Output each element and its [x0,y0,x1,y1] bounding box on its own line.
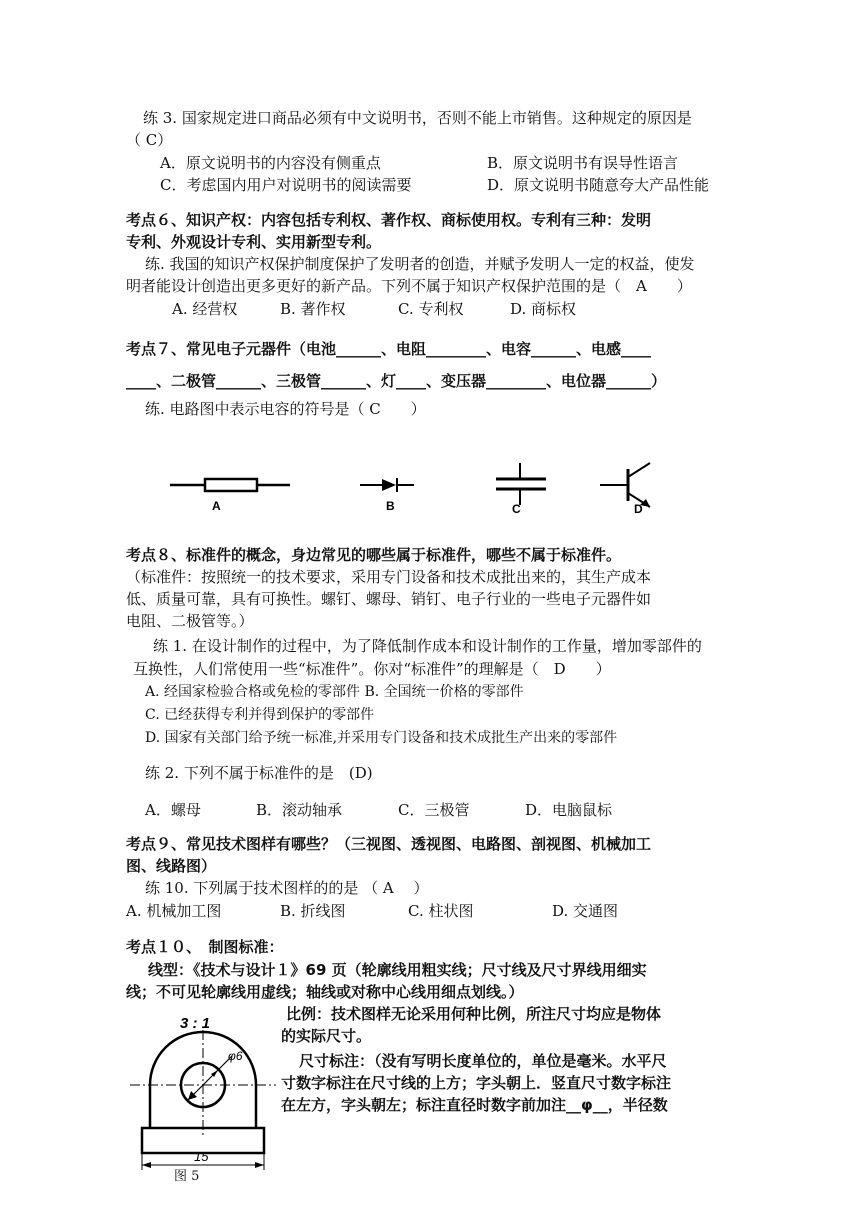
figure-width-label: 15 [194,1149,209,1164]
capacitor-symbol-icon [496,463,546,505]
k9-option-d: D. 交通图 [552,902,619,920]
k9-option-b: B. 折线图 [280,902,346,920]
k6-question-line2: 明者能设计创造出更多更好的新产品。下列不属于知识产权保护范围的是（ A ） [126,277,692,295]
k9-line1: 考点９、常见技术图样有哪些？（三视图、透视图、电路图、剖视图、机械加工 [126,835,652,853]
k8-q1-options-ab: A. 经国家检验合格或免检的零部件 B. 全国统一价格的零部件 [145,684,524,700]
k10-title: 考点１０、 制图标准： [126,938,284,956]
transistor-symbol-icon [600,463,650,507]
q3-stem-line1: 练 3. 国家规定进口商品必须有中文说明书，否则不能上市销售。这种规定的原因是 [143,109,692,127]
k8-definition-line1: （标准件：按照统一的技术要求，采用专门设备和技术成批出来的，其生产成本 [126,568,652,586]
k8-definition-line2: 低、质量可靠，具有可换性。螺钉、螺母、销钉、电子行业的一些电子元器件如 [126,590,652,608]
k8-q2-option-b: B．滚动轴承 [256,801,343,819]
k7-line1: 考点７、常见电子元器件（电池______、电阻________、电容______、电感____ [126,340,652,358]
dimension-drawing-figure [128,1010,278,1185]
k7-question: 练. 电路图中表示电容的符号是（ C ） [145,400,426,418]
symbol-label-c: C [512,502,521,516]
k6-option-a: A. 经营权 [172,300,238,318]
resistor-symbol-icon [170,479,290,491]
q3-option-c: C．考虑国内用户对说明书的阅读需要 [160,176,412,194]
figure-scale-label: 3 : 1 [180,1015,211,1032]
k9-option-c: C. 柱状图 [408,902,474,920]
q3-option-a: A．原文说明书的内容没有侧重点 [160,154,381,172]
k10-line-type-line2: 线；不可见轮廓线用虚线；轴线或对称中心线用细点划线。） [126,983,524,1001]
k8-title: 考点８、标准件的概念，身边常见的哪些属于标准件，哪些不属于标准件。 [126,546,622,564]
symbol-label-b: B [386,499,395,513]
circuit-symbols-figure [160,455,700,520]
diode-symbol-icon [360,478,414,492]
k6-option-b: B. 著作权 [280,300,346,318]
k6-title-line2: 专利、外观设计专利、实用新型专利。 [126,233,382,251]
k8-q2-option-c: C．三极管 [398,801,470,819]
k6-option-d: D. 商标权 [510,300,577,318]
k8-definition-line3: 电阻、二极管等。） [126,612,254,630]
k8-q2-option-a: A．螺母 [145,801,201,819]
k10-line-type-line1: 线型：《技术与设计１》69 页（轮廓线用粗实线；尺寸线及尺寸界线用细实 [148,961,647,979]
k8-q2-option-d: D．电脑鼠标 [525,801,613,819]
k10-scale-line1: 比例：技术图样无论采用何种比例，所注尺寸均应是物体 [286,1005,662,1023]
figure-diameter-label: φ6 [228,1049,243,1063]
k6-option-c: C. 专利权 [398,300,464,318]
k8-q1-option-d: D. 国家有关部门给予统一标准,并采用专门设备和技术成批生产出来的零部件 [145,730,618,746]
q3-option-d: D．原文说明书随意夸大产品性能 [487,176,710,194]
k6-question-line1: 练. 我国的知识产权保护制度保护了发明者的创造，并赋予发明人一定的权益，使发 [145,255,695,273]
q3-stem-line2: （ C） [126,131,173,149]
k6-title-line1: 考点６、知识产权：内容包括专利权、著作权、商标使用权。专利有三种：发明 [126,211,652,229]
k10-scale-line2: 的实际尺寸。 [281,1027,372,1045]
symbol-label-d: D [634,502,643,516]
symbol-label-a: A [212,499,221,513]
k10-dimension-line2: 寸数字标注在尺寸线的上方；字头朝上．竖直尺寸数字标注 [281,1074,672,1092]
k8-q2: 练 2. 下列不属于标准件的是 (D) [145,764,373,782]
k8-q1-option-c: C. 已经获得专利并得到保护的零部件 [145,707,375,723]
k8-q1-line2: 互换性，人们常使用一些“标准件”。你对“标准件”的理解是（ D ） [133,660,611,678]
k10-dimension-line1: 尺寸标注：（没有写明长度单位的，单位是毫米。水平尺 [299,1052,667,1070]
k9-line2: 图、线路图） [126,857,217,875]
k10-dimension-line3: 在左方，字头朝左；标注直径时数字前加注__φ__，半径数 [281,1096,668,1114]
figure-caption: 图 5 [174,1169,200,1184]
k9-option-a: A. 机械加工图 [126,902,222,920]
k7-line2: ____、二极管______、三极管______、灯____、变压器________、电位器______） [126,372,667,390]
q3-option-b: B．原文说明书有误导性语言 [487,154,679,172]
k8-q1-line1: 练 1. 在设计制作的过程中，为了降低制作成本和设计制作的工作量，增加零部件的 [153,637,702,655]
k9-question: 练 10. 下列属于技术图样的的是 （ A ） [145,879,429,897]
